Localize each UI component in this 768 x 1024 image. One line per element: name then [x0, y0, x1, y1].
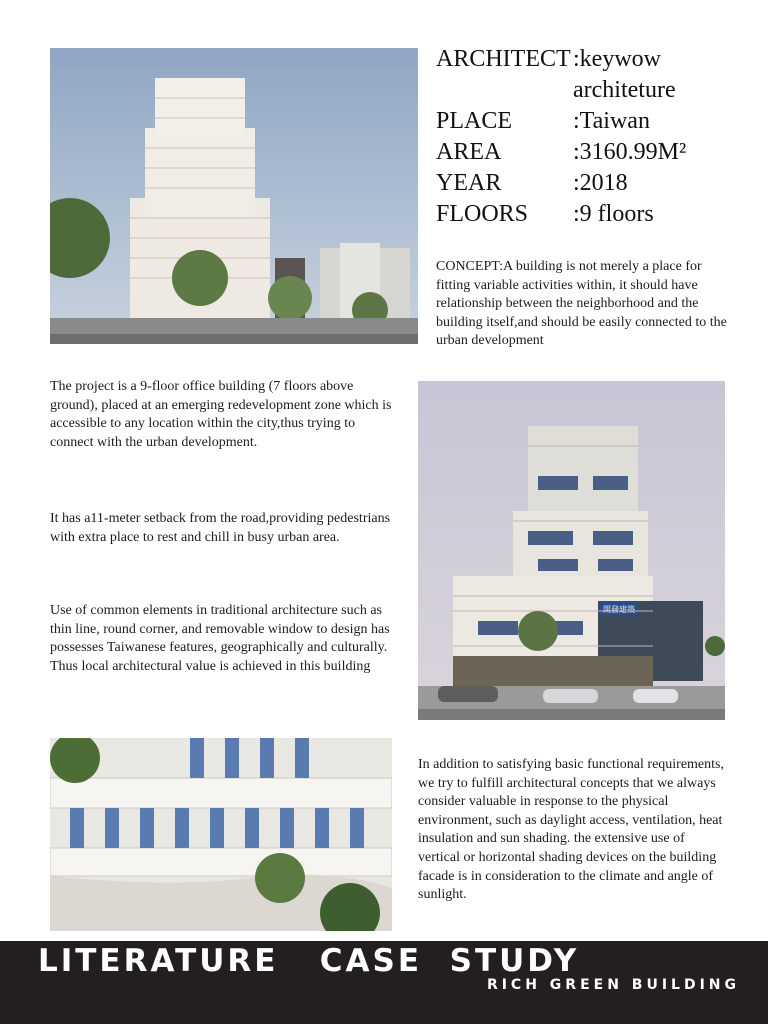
fact-architect — [436, 44, 756, 106]
building-photo-facade — [50, 738, 392, 931]
building-photo-tower — [418, 381, 725, 720]
fact-year-label: YEAR — [436, 170, 502, 196]
building-photo-street-image — [50, 48, 418, 344]
project-facts — [436, 44, 756, 230]
fact-area-label: AREA — [436, 139, 502, 165]
fact-floors — [436, 199, 756, 230]
building-photo-tower-image — [418, 381, 725, 720]
fact-floors-value: :9 floors — [573, 201, 654, 227]
fact-area-value: :3160.99M² — [573, 139, 687, 165]
fact-place — [436, 106, 756, 137]
fact-floors-label: FLOORS — [436, 201, 529, 227]
fact-year — [436, 168, 756, 199]
footer-title: LITERATURE CASE STUDY — [38, 943, 580, 979]
building-photo-facade-image — [50, 738, 392, 931]
paragraph-traditional-elements: Use of common elements in traditional architecture such as thin line, round corner, and removable window to design has possesses Taiwanese features, geographically and culturally. Thus local architectural value is achieved in this building — [50, 603, 390, 674]
building-photo-street — [50, 48, 418, 344]
fact-architect-value: :keywow architeture — [573, 46, 676, 103]
fact-year-value: :2018 — [573, 170, 628, 196]
building-sign-text: 開發建築 — [603, 605, 635, 614]
paragraph-setback: It has a11-meter setback from the road,providing pedestrians with extra place to rest and chill in busy urban area. — [50, 511, 391, 545]
fact-place-value: :Taiwan — [573, 108, 650, 134]
concept-text: CONCEPT:A building is not merely a place for fitting variable activities within, it should have relationship between the neighborhood and the building itself,and should be easily connected to the urban development — [436, 259, 727, 349]
paragraph-functional-requirements: In addition to satisfying basic functional requirements, we try to fulfill architectural concepts that we always consider valuable in response to the physical environment, such as daylight access, ventilation, heat insulation and sun shading. the extensive use of vertical or horizontal shading devices on the building facade is in consideration to the climate and angle of sunlight. — [418, 757, 724, 903]
footer-subtitle: RICH GREEN BUILDING — [486, 977, 740, 993]
paragraph-project: The project is a 9-floor office building (7 floors above ground), placed at an emerging redevelopment zone which is accessible to any location within the city,thus trying to connect with the urban development. — [50, 379, 392, 450]
fact-area — [436, 137, 756, 168]
footer-banner — [0, 941, 768, 1024]
fact-architect-label: ARCHITECT — [436, 46, 571, 72]
fact-place-label: PLACE — [436, 108, 513, 134]
